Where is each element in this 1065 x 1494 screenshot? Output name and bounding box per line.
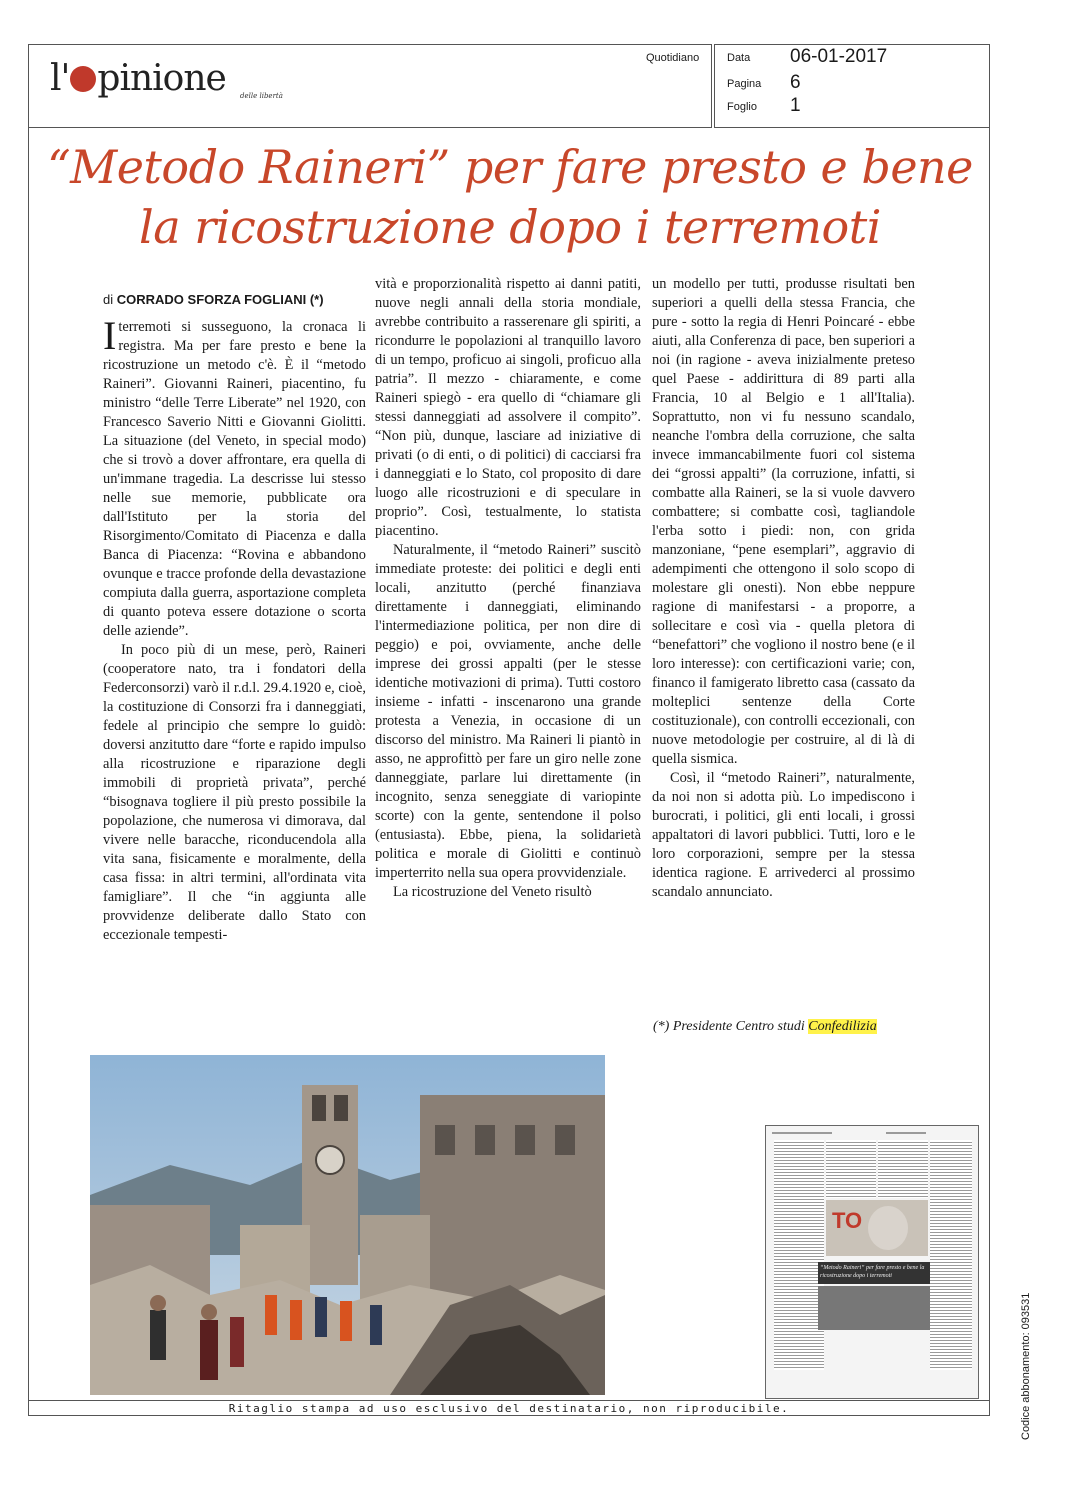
thumb-portrait: TO xyxy=(826,1200,928,1256)
article-column-1 xyxy=(103,318,366,1038)
logo-subtitle: delle libertà xyxy=(240,92,283,100)
publication-type: Quotidiano xyxy=(646,52,700,64)
paragraph: un modello per tutti, produsse risultati ben superiori a quelli della stessa Francia, che pure - sotto la regia di Henri Poincaré - ebbe aiuti, alla Conferenza di pace, ben superiori a noi (in ragione - aveva inizialmente preteso quel Paese - addirittura di 89 parti alla Francia, 10 al Belgio e 1 all'Italia). Soprattutto, non vi fu nessuno scandalo, neanche l'ombra della corruzione, che salta invece immancabilmente fuori col sistema dei “grossi appalti” (la corruzione, infatti, si combatte alla Raineri, se la si vuole davvero combattere; si combatte così, tagliandole l'erba sotto i piedi: non, con grida manzoniane, “pene esemplari”, aggravio di adempimenti che ottengono il solo scopo di molestare gli onesti). Non ebbe neppure ragione di manifestarsi - a proporre, a sollecitare e così via - quella pletora di “benefattori” che vogliono il nostro bene (e il loro interesse): con certificazioni varie; con, financo il famigerato libretto casa (cassato da molteplici sentenze della Corte costituzionale), con controlli eccezionali, con nuove metodologie per costruire, al di là di quella sismica. xyxy=(652,276,915,767)
page-thumbnail xyxy=(765,1125,979,1399)
meta-value-data: 06-01-2017 xyxy=(790,46,888,67)
paragraph: La ricostruzione del Veneto risultò xyxy=(393,884,592,900)
subscription-code: Codice abbonamento: 093531 xyxy=(1020,1292,1032,1440)
paragraph: vità e proporzionalità rispetto ai danni patiti, nuove negli annali della storia mondiale, avrebbe contribuito a rasserenare gli spiriti, a ricondurre le popolazioni al tranquillo lavoro di un tempo, proficuo ai singoli, proficuo alla patria”. Il mezzo - chiaramente, e come Raineri spiegò - era quello di “chiamare gli stessi danneggiati ad assolvere il compito”. “Non più, dunque, lasciare ad iniziative di privati (o di enti, o di politici) di cacciarsi fra i danneggiati e lo Stato, col proposito di dare luogo alle ricostruzioni e di speculare in proprio”. Così, testualmente, lo statista piacentino. xyxy=(375,276,641,539)
paragraph: Naturalmente, il “metodo Raineri” suscitò immediate proteste: dei politici e degli enti locali, anzitutto (perché finanziava direttamente i danneggiati, eliminando l'intermediazione politica, per non dire di peggio) e poi, ovviamente, anche delle imprese dei grossi appalti (per le stesse identiche motivazioni di prima). Tutti costoro insieme - infatti - inscenarono una grande protesta a Venezia, in occasione di un discorso del ministro. Ma Raineri li piantò in asso, ne approfittò per fare un giro nelle zone danneggiate, parlare lui direttamente (in incognito, senza seneggiate di variopinte scorte) con la gente, sentendone il polso (entusiasta). Ebbe, piena, la solidarietà politica e morale di Giolitti e continuò imperterrito nella sua opera provvidenziale. xyxy=(375,542,641,881)
meta-label-foglio: Foglio xyxy=(727,101,757,113)
paragraph: Iterremoti si susseguono, la cronaca li registra. Ma per fare presto e bene la ricostruzione un metodo c'è. È il “metodo Raineri”. Giovanni Raineri, piacentino, fu ministro “delle Terre Liberate” nel 1920, con Francesco Saverio Nitti e Giovanni Giolitti. La situazione (del Veneto, in special modo) che si trovò a dover affrontare, era quella di un'immane tragedia. La descrisse lui stesso nelle sue memorie, pubblicate ora dall'Istituto per la storia del Risorgimento/Comitato di Piacenza e dalla Banca di Piacenza: “Rovina e abbandono ovunque e tracce profonde della devastazione compiuta dalla guerra, asportazione completa di quanto poteva essere dotazione o scorta delle aziende”. xyxy=(103,318,366,639)
paragraph: In poco più di un mese, però, Raineri (cooperatore nato, tra i fondatori della Federconsorzi) varò il r.d.l. 29.4.1920 e, cioè, la costituzione di Consorzi fra i danneggiati, fedele al principio che sempre lo guidò: doversi anzitutto dare “forte e rapido impulso alla ricostruzione e riparazione degli immobili di proprietà privata”, perché “bisognava togliere il più presto possibile la popolazione, che numerosa vi dimorava, dal vivere nelle baracche, riconducendola alla vita sana, fisicamente e moralmente, della casa fissa: in altri termini, all'ordinata vita famigliare”. Il che “in aggiunta alle provvidenze deliberate dallo Stato con eccezionale tempesti- xyxy=(103,642,366,943)
meta-label-pagina: Pagina xyxy=(727,78,762,90)
paragraph: Così, il “metodo Raineri”, naturalmente, da noi non si adotta più. Lo impediscono i burocrati, i politici, gli enti locali, i grossi appaltatori di lavori pubblici. Tutti, loro e le loro corporazioni, sempre per la stessa identica ragione. E arrivederci al prossimo scandalo annunciato. xyxy=(652,770,915,900)
earthquake-photo-image xyxy=(90,1055,605,1395)
thumb-text-column xyxy=(930,1140,972,1370)
thumb-line xyxy=(886,1132,926,1134)
thumb-caption: “Metodo Raineri” per fare presto e bene la ricostruzione dopo i terremoti xyxy=(818,1262,930,1284)
headline-line-1: “Metodo Raineri” per fare presto e bene xyxy=(47,140,973,194)
dropcap: I xyxy=(103,318,117,358)
reproduction-disclaimer: Ritaglio stampa ad uso esclusivo del destinatario, non riproducibile. xyxy=(28,1400,990,1417)
headline-line-2: la ricostruzione dopo i terremoti xyxy=(139,200,881,254)
thumb-text-column xyxy=(826,1140,876,1198)
thumb-text-column xyxy=(774,1140,824,1370)
thumb-text-column xyxy=(878,1140,928,1198)
logo-ring-icon xyxy=(70,66,96,92)
meta-value-pagina: 6 xyxy=(790,72,801,93)
article-column-3 xyxy=(652,275,915,1013)
thumb-line xyxy=(772,1132,832,1134)
meta-value-foglio: 1 xyxy=(790,95,801,116)
earthquake-photo xyxy=(90,1055,605,1395)
article-column-2 xyxy=(375,275,641,1032)
newspaper-logo: l' pinione xyxy=(50,58,226,99)
highlighted-org: Confedilizia xyxy=(808,1019,877,1034)
author-footnote: (*) Presidente Centro studi Confedilizia xyxy=(653,1019,877,1034)
byline: di CORRADO SFORZA FOGLIANI (*) xyxy=(103,292,324,307)
thumb-photo xyxy=(818,1286,930,1330)
meta-label-data: Data xyxy=(727,52,751,64)
